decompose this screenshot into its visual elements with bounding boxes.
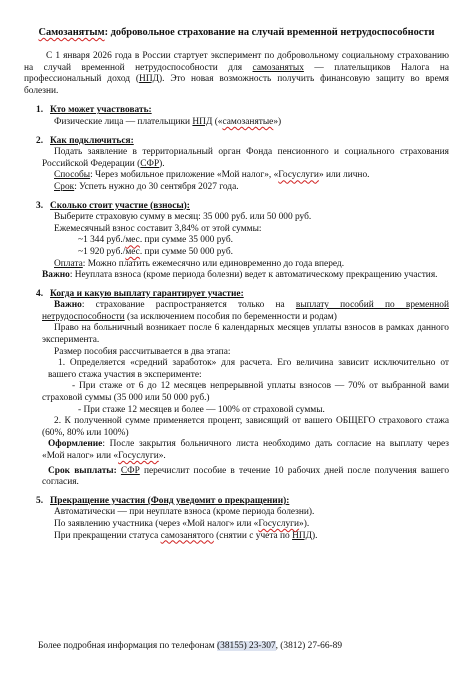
section-line bbox=[24, 519, 449, 531]
text: (за исключением пособия по беременности и родам) bbox=[124, 311, 337, 322]
footer-contacts bbox=[38, 641, 342, 653]
text: Срок bbox=[54, 181, 75, 192]
section-number: 1. bbox=[36, 105, 44, 116]
text: ). bbox=[312, 530, 318, 541]
text: : После закрытия больничного листа необходимо дать согласие на выплату через «Мой налог» или « bbox=[42, 439, 449, 461]
section-heading bbox=[24, 201, 449, 213]
text: : страхование распространяется только на bbox=[81, 300, 296, 311]
section-line: 1. Определяется «средний заработок» для расчета. Его величина зависит исключительно от вашего стажа участия в эксперименте: bbox=[48, 358, 449, 380]
section-line: Выберите страховую сумму в месяц: 35 000 руб. или 50 000 руб. bbox=[54, 212, 312, 223]
intro-text: ). Это новая возможность получить финансовую защиту во время болезни. bbox=[24, 74, 449, 96]
section-line bbox=[24, 466, 449, 489]
text: По заявлению участника (через «Мой налог» или « bbox=[54, 518, 259, 529]
text: выплату пособий по временной нетрудоспособности bbox=[42, 300, 449, 322]
title-word: Самозанятым bbox=[38, 27, 105, 38]
section-line bbox=[24, 182, 449, 194]
section-title: Как подключиться: bbox=[50, 135, 134, 146]
intro-selfemployed: самозанятых bbox=[252, 62, 304, 73]
section-3 bbox=[24, 201, 449, 282]
text: ») bbox=[273, 116, 282, 127]
section-line: Право на больничный возникает после 6 календарных месяцев уплаты взносов в рамках данного эксперимента. bbox=[42, 323, 449, 346]
text: : Через мобильное приложение «Мой налог», « bbox=[90, 170, 279, 181]
section-line: 2. К полученной сумме применяется процент, зависящий от вашего ОБЩЕГО страхового стажа (60%, 80% или 100%) bbox=[42, 416, 449, 438]
text: . при сумме 50 000 руб. bbox=[139, 246, 233, 257]
intro-text: С 1 января 2026 года в России стартует эксперимент по добровольному социальному страхованию на случай временной нетрудоспособности для bbox=[24, 51, 449, 73]
section-5 bbox=[24, 496, 449, 542]
document-title bbox=[24, 26, 449, 39]
section-line bbox=[24, 247, 449, 259]
section-1 bbox=[24, 105, 449, 128]
intro-text: — плательщиков Налога на профессиональный доход ( bbox=[24, 62, 449, 85]
text: СФР bbox=[120, 465, 140, 476]
section-title: Сколько стоит участие (взносы): bbox=[50, 200, 190, 211]
text: Срок выплаты: bbox=[48, 465, 117, 476]
text: ~1 344 руб./ bbox=[78, 235, 126, 246]
text: НПД bbox=[292, 530, 313, 541]
intro-npd: НПД bbox=[139, 74, 159, 85]
intro-paragraph bbox=[24, 51, 449, 97]
text: Оплата bbox=[54, 258, 83, 269]
section-2 bbox=[24, 136, 449, 194]
text: (снятии с учета по bbox=[213, 530, 293, 541]
text: При прекращении статуса bbox=[54, 530, 161, 541]
text: ». bbox=[158, 451, 166, 461]
text: » или лично. bbox=[318, 170, 370, 181]
text: Важно bbox=[54, 300, 82, 311]
section-title: Кто может участвовать: bbox=[50, 105, 152, 116]
text: мес bbox=[125, 246, 140, 257]
section-line bbox=[24, 117, 449, 129]
text: ~1 920 руб./ bbox=[78, 246, 126, 257]
section-line bbox=[24, 259, 449, 271]
text: мес bbox=[125, 235, 140, 246]
section-number: 4. bbox=[36, 288, 44, 299]
text: Госуслуги bbox=[258, 518, 300, 529]
section-line: Автоматически — при неуплате взноса (кроме периода болезни). bbox=[54, 507, 315, 518]
section-number: 3. bbox=[36, 200, 44, 211]
phone-number-2: , (3812) 27-66-89 bbox=[275, 641, 343, 651]
text: перечислит пособие в течение 10 рабочих дней после получения вашего согласия. bbox=[42, 465, 450, 488]
text: самозанятые bbox=[222, 116, 274, 127]
section-line: - При стаже 12 месяцев и более — 100% от страховой суммы. bbox=[78, 404, 325, 415]
section-line: Размер пособия рассчитывается в два этапа: bbox=[54, 346, 231, 357]
section-number: 2. bbox=[36, 135, 44, 146]
text: СФР bbox=[140, 158, 160, 169]
text: : Можно платить ежемесячно или единовременно до года вперед. bbox=[82, 258, 345, 269]
section-heading bbox=[24, 496, 449, 508]
section-heading bbox=[24, 136, 449, 148]
text: . при сумме 35 000 руб. bbox=[139, 235, 233, 246]
text: : Успеть нужно до 30 сентября 2027 года. bbox=[74, 181, 239, 192]
section-heading bbox=[24, 289, 449, 301]
section-4 bbox=[24, 289, 449, 489]
text: (« bbox=[212, 116, 223, 127]
text: НПД bbox=[192, 116, 213, 127]
section-line bbox=[24, 439, 449, 462]
section-line bbox=[24, 531, 449, 543]
text: Госуслуги bbox=[278, 170, 319, 181]
section-heading bbox=[24, 105, 449, 117]
text: Подать заявление в территориальный орган Фонда пенсионного и социального страхования Российской Федерации ( bbox=[42, 147, 449, 169]
text: »). bbox=[299, 518, 310, 529]
text: самозанятого bbox=[160, 530, 214, 541]
section-line bbox=[24, 270, 449, 282]
section-number: 5. bbox=[36, 495, 44, 506]
text: ). bbox=[159, 158, 165, 169]
section-title: Когда и какую выплату гарантирует участие: bbox=[50, 288, 244, 299]
section-title: Прекращение участия (Фонд уведомит о прекращении): bbox=[50, 495, 290, 506]
section-line: Ежемесячный взнос составит 3,84% от этой суммы: bbox=[54, 223, 262, 234]
text: Госуслуги bbox=[118, 451, 159, 461]
section-line bbox=[24, 147, 449, 170]
text: : Неуплата взноса (кроме периода болезни) ведет к автоматическому прекращению участия. bbox=[69, 270, 438, 281]
section-line: - При стаже от 6 до 12 месяцев непрерывной уплаты взносов — 70% от выбранной вами страховой суммы (35 000 или 50 000 руб.) bbox=[42, 381, 449, 404]
phone-number-1: (38155) 23-307 bbox=[217, 641, 276, 651]
text: Важно bbox=[42, 270, 70, 281]
footer-text: Более подробная информация по телефонам bbox=[38, 641, 218, 651]
text: Способы bbox=[54, 170, 91, 181]
section-line bbox=[24, 170, 449, 182]
section-line bbox=[24, 235, 449, 247]
title-rest: : добровольное страхование на случай временной нетрудоспособности bbox=[104, 27, 435, 38]
text: Оформление bbox=[48, 439, 103, 450]
text: Физические лица — плательщики bbox=[54, 116, 193, 127]
section-line bbox=[24, 300, 449, 323]
